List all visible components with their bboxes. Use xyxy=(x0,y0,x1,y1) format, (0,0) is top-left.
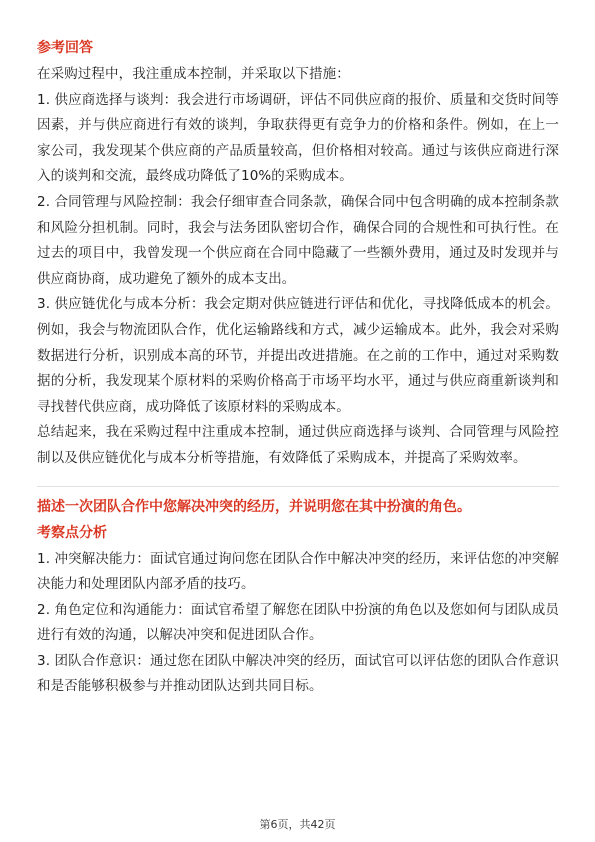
section-divider xyxy=(37,486,559,487)
answer-point-2: 2. 合同管理与风险控制：我会仔细审查合同条款，确保合同中包含明确的成本控制条款和风险分担机制。同时，我会与法务团队密切合作，确保合同的合规性和可执行性。在过去的项目中，我曾发现一个供应商在合同中隐藏了一些额外费用，通过及时发现并与供应商协商，成功避免了额外的成本支出。 xyxy=(37,193,559,287)
answer-summary: 总结起来，我在采购过程中注重成本控制，通过供应商选择与谈判、合同管理与风险控制以及供应链优化与成本分析等措施，有效降低了采购成本，并提高了采购效率。 xyxy=(37,424,559,466)
analysis-point-1: 1. 冲突解决能力：面试官通过询问您在团队合作中解决冲突的经历，来评估您的冲突解决能力和处理团队内部矛盾的技巧。 xyxy=(37,550,559,593)
page-number: 第6页，共42页 xyxy=(259,818,336,831)
document-page xyxy=(37,38,559,700)
answer-intro: 在采购过程中，我注重成本控制，并采取以下措施： xyxy=(37,66,350,82)
analysis-heading: 考察点分析 xyxy=(37,524,107,541)
interview-question: 描述一次团队合作中您解决冲突的经历，并说明您在其中扮演的角色。 xyxy=(37,498,471,515)
answer-point-1: 1. 供应商选择与谈判：我会进行市场调研，评估不同供应商的报价、质量和交货时间等因素，并与供应商进行有效的谈判，争取获得更有竞争力的价格和条件。例如，在上一家公司，我发现某个供应商的产品质量较高，但价格相对较高。通过与该供应商进行深入的谈判和交流，最终成功降低了10%的采购成本。 xyxy=(37,91,559,185)
answer-point-3: 3. 供应链优化与成本分析：我会定期对供应链进行评估和优化，寻找降低成本的机会。例如，我会与物流团队合作，优化运输路线和方式，减少运输成本。此外，我会对采购数据进行分析，识别成本高的环节，并提出改进措施。在之前的工作中，通过对采购数据的分析，我发现某个原材料的采购价格高于市场平均水平，通过与供应商重新谈判和寻找替代供应商，成功降低了该原材料的采购成本。 xyxy=(37,296,559,415)
reference-answer-heading: 参考回答 xyxy=(37,40,93,56)
analysis-point-3: 3. 团队合作意识：通过您在团队中解决冲突的经历，面试官可以评估您的团队合作意识和是否能够积极参与并推动团队达到共同目标。 xyxy=(37,652,559,695)
analysis-point-2: 2. 角色定位和沟通能力：面试官希望了解您在团队中扮演的角色以及您如何与团队成员进行有效的沟通，以解决冲突和促进团队合作。 xyxy=(37,601,559,644)
